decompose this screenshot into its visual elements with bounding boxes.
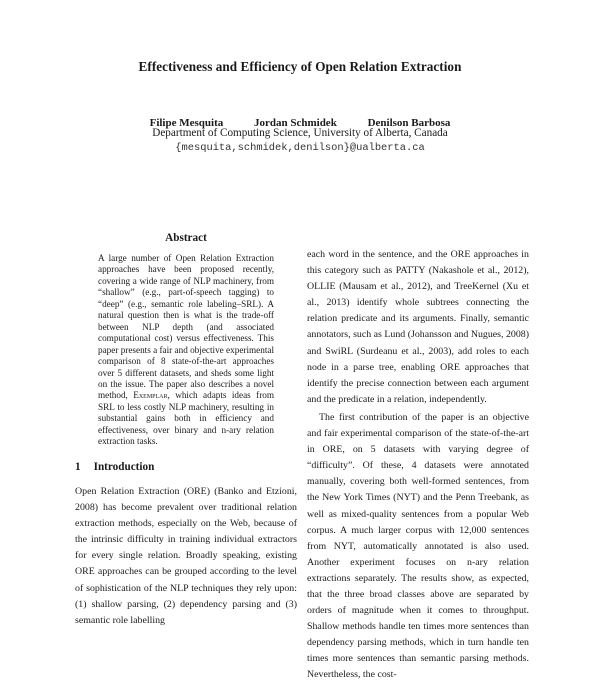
author-name: Filipe Mesquita — [149, 117, 224, 129]
left-column — [75, 484, 297, 629]
abstract-text-end: , which adapts ideas from SRL to less costly NLP machinery, resulting in substantial gains both in efficiency and effectiveness, over binary and n-ary relation extraction tasks. — [98, 390, 274, 447]
section-heading — [75, 461, 154, 473]
intro-paragraph: Open Relation Extraction (ORE) (Banko and Etzioni, 2008) has become prevalent over traditional relation extraction methods, especially on the Web, because of the intrinsic difficulty in training individual extractors for every single relation. Broadly speaking, existing ORE approaches can be grouped according to the level of sophistication of the NLP techniques they rely upon: (1) shallow parsing, (2) dependency parsing and (3) semantic role labelling — [75, 486, 297, 626]
right-column — [307, 247, 529, 684]
author-emails: {mesquita,schmidek,denilson}@ualberta.ca — [175, 142, 425, 154]
paper-title: Effectiveness and Efficiency of Open Relation Extraction — [138, 59, 462, 74]
section-number: 1 — [75, 461, 81, 473]
affiliation: Department of Computing Science, University of Alberta, Canada — [152, 127, 448, 139]
abstract-text: A large number of Open Relation Extraction approaches have been proposed recently, covering a wide range of NLP machinery, from “shallow” (e.g., part-of-speech tagging) to “deep” (e.g., semantic role labeling–SRL). A natural question then is what is the trade-off between NLP depth (and associated computational cost) versus effectiveness. This paper presents a fair and objective experimental comparison of 8 state-of-the-art approaches over 5 different datasets, and sheds some light on the issue. The paper also describes a novel method, — [98, 253, 275, 401]
paragraph: The first contribution of the paper is an objective and fair experimental comparison of the state-of-the-art in ORE, on 5 datasets with varying degree of “difficulty”. Of these, 4 datasets were annotated manually, covering both well-formed sentences, from the New York Times (NYT) and the Penn Treebank, as well as mixed-quality sentences from a popular Web corpus. A much larger corpus with 12,000 sentences from NYT, automatically annotated is also used. Another experiment focuses on n-ary relation extractions separately. The results show, as expected, that the three broad classes above are separated by orders of magnitude when it comes to throughput. Shallow methods handle ten times more sentences than dependency parsing methods, which in turn handle ten times more sentences than semantic parsing methods. Nevertheless, the cost- — [307, 411, 529, 681]
method-name: Exemplar — [133, 390, 168, 401]
section-title: Introduction — [93, 461, 155, 473]
paragraph: each word in the sentence, and the ORE approaches in this category such as PATTY (Nakashole et al., 2012), OLLIE (Mausam et al., 2012), and TreeKernel (Xu et al., 2013) identify whole subtrees connecting the relation predicate and its arguments. Finally, semantic annotators, such as Lund (Johansson and Nugues, 2008) and SwiRL (Surdeanu et al., 2003), add roles to each node in a parse tree, enabling ORE approaches that identify the precise connection between each argument and the predicate in a relation, independently. — [307, 249, 529, 405]
author-name: Denilson Barbosa — [367, 117, 451, 129]
author-name: Jordan Schmidek — [253, 117, 337, 129]
abstract-heading: Abstract — [165, 232, 207, 244]
abstract-body — [98, 253, 274, 448]
